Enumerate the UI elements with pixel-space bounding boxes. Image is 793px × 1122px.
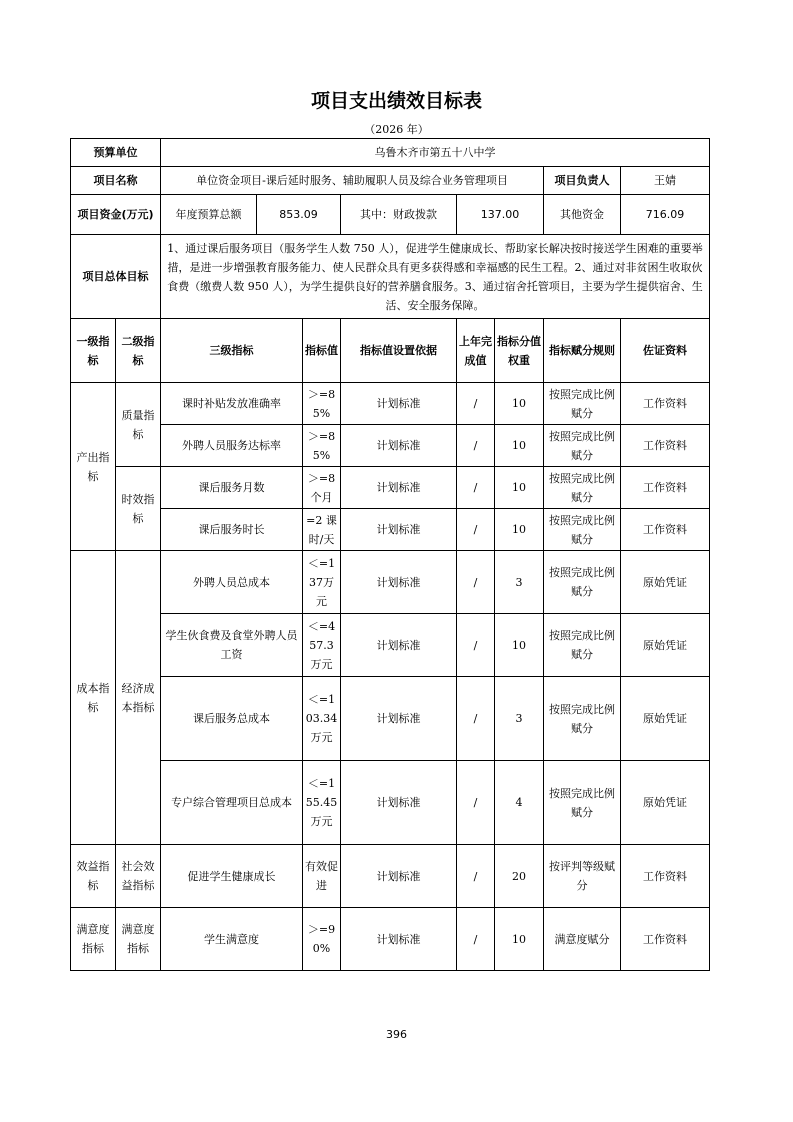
indicator-weight: 10 — [495, 425, 544, 467]
header-level2: 二级指标 — [116, 319, 161, 383]
table-row — [71, 677, 710, 761]
group-quality: 质量指标 — [116, 383, 161, 467]
table-row — [71, 551, 710, 614]
header-level1: 一级指标 — [71, 319, 116, 383]
project-leader-label: 项目负责人 — [544, 167, 621, 195]
indicator-value: ＞=8个月 — [303, 467, 341, 509]
budget-unit-row — [71, 139, 710, 167]
table-row — [71, 467, 710, 509]
funds-row — [71, 195, 710, 235]
year-label: （2026 年） — [364, 123, 429, 136]
indicator-evidence: 原始凭证 — [621, 614, 710, 677]
indicator-weight: 4 — [495, 761, 544, 845]
indicator-last-year: / — [457, 677, 495, 761]
funds-label: 项目资金(万元) — [71, 195, 161, 235]
indicator-name: 课后服务月数 — [161, 467, 303, 509]
indicator-last-year: / — [457, 908, 495, 971]
indicator-last-year: / — [457, 551, 495, 614]
indicator-rule: 按照完成比例赋分 — [544, 425, 621, 467]
indicator-evidence: 原始凭证 — [621, 551, 710, 614]
indicator-evidence: 工作资料 — [621, 467, 710, 509]
indicator-value: ＜=137万元 — [303, 551, 341, 614]
indicator-name: 外聘人员服务达标率 — [161, 425, 303, 467]
indicator-name: 专户综合管理项目总成本 — [161, 761, 303, 845]
indicator-rule: 按照完成比例赋分 — [544, 677, 621, 761]
indicator-basis: 计划标准 — [341, 509, 457, 551]
indicator-evidence: 工作资料 — [621, 908, 710, 971]
indicator-basis: 计划标准 — [341, 761, 457, 845]
indicator-weight: 10 — [495, 509, 544, 551]
indicator-last-year: / — [457, 761, 495, 845]
group-satisfaction: 满意度指标 — [71, 908, 116, 971]
project-name-value: 单位资金项目-课后延时服务、辅助履职人员及综合业务管理项目 — [161, 167, 544, 195]
indicator-name: 促进学生健康成长 — [161, 845, 303, 908]
header-value: 指标值 — [303, 319, 341, 383]
budget-unit-label: 预算单位 — [71, 139, 161, 167]
header-weight: 指标分值权重 — [495, 319, 544, 383]
indicator-name: 课后服务时长 — [161, 509, 303, 551]
table-row — [71, 845, 710, 908]
indicator-last-year: / — [457, 845, 495, 908]
page-number: 396 — [386, 1028, 407, 1041]
indicator-value: =2 课时/天 — [303, 509, 341, 551]
table-row — [71, 425, 710, 467]
header-basis: 指标值设置依据 — [341, 319, 457, 383]
indicator-basis: 计划标准 — [341, 551, 457, 614]
indicator-basis: 计划标准 — [341, 425, 457, 467]
indicator-value: ＜=457.3 万元 — [303, 614, 341, 677]
indicator-evidence: 工作资料 — [621, 509, 710, 551]
group-timeliness: 时效指标 — [116, 467, 161, 551]
project-name-label: 项目名称 — [71, 167, 161, 195]
indicator-basis: 计划标准 — [341, 614, 457, 677]
indicator-last-year: / — [457, 425, 495, 467]
indicator-value: ＞=85% — [303, 383, 341, 425]
indicator-value: ＞=85% — [303, 425, 341, 467]
overall-goal-text: 1、通过课后服务项目（服务学生人数 750 人），促进学生健康成长、帮助家长解决按时接送学生困难的重要举措，是进一步增强教育服务能力、使人民群众具有更多获得感和幸福感的民生工程。2、通过对非贫困生收取伙食费（缴费人数 950 人），为学生提供良好的营养膳食服务。3、通过宿舍托管项目，主要为学生提供宿舍、生活、安全服务保障。 — [161, 235, 710, 319]
other-funds-label: 其他资金 — [544, 195, 621, 235]
header-row — [71, 319, 710, 383]
other-funds-value: 716.09 — [621, 195, 710, 235]
indicator-name: 课时补贴发放准确率 — [161, 383, 303, 425]
indicator-rule: 按照完成比例赋分 — [544, 761, 621, 845]
indicator-weight: 20 — [495, 845, 544, 908]
indicator-rule: 按照完成比例赋分 — [544, 383, 621, 425]
indicator-value: ＞=90% — [303, 908, 341, 971]
indicator-rule: 按照完成比例赋分 — [544, 509, 621, 551]
group-satisfaction-sub: 满意度指标 — [116, 908, 161, 971]
indicator-weight: 10 — [495, 908, 544, 971]
indicator-rule: 按评判等级赋分 — [544, 845, 621, 908]
indicator-evidence: 工作资料 — [621, 425, 710, 467]
group-output: 产出指标 — [71, 383, 116, 551]
indicator-rule: 按照完成比例赋分 — [544, 551, 621, 614]
overall-goal-row — [71, 235, 710, 319]
indicator-weight: 3 — [495, 677, 544, 761]
indicator-name: 学生满意度 — [161, 908, 303, 971]
table-row — [71, 509, 710, 551]
indicator-last-year: / — [457, 509, 495, 551]
table-row — [71, 383, 710, 425]
indicator-last-year: / — [457, 383, 495, 425]
indicator-weight: 3 — [495, 551, 544, 614]
table-row — [71, 614, 710, 677]
table-row — [71, 908, 710, 971]
indicator-evidence: 工作资料 — [621, 845, 710, 908]
indicator-name: 外聘人员总成本 — [161, 551, 303, 614]
fiscal-value: 137.00 — [457, 195, 544, 235]
indicator-basis: 计划标准 — [341, 908, 457, 971]
indicator-rule: 按照完成比例赋分 — [544, 614, 621, 677]
indicator-weight: 10 — [495, 467, 544, 509]
indicator-weight: 10 — [495, 614, 544, 677]
indicator-basis: 计划标准 — [341, 383, 457, 425]
indicator-name: 学生伙食费及食堂外聘人员工资 — [161, 614, 303, 677]
indicator-value: ＜=155.45 万元 — [303, 761, 341, 845]
header-last-year: 上年完成值 — [457, 319, 495, 383]
annual-budget-label: 年度预算总额 — [161, 195, 257, 235]
project-leader-value: 王婧 — [621, 167, 710, 195]
indicator-basis: 计划标准 — [341, 677, 457, 761]
indicator-value: ＜=103.34 万元 — [303, 677, 341, 761]
fiscal-label: 其中：财政拨款 — [341, 195, 457, 235]
indicator-basis: 计划标准 — [341, 845, 457, 908]
performance-table — [70, 138, 710, 971]
indicator-last-year: / — [457, 614, 495, 677]
indicator-evidence: 原始凭证 — [621, 677, 710, 761]
project-name-row — [71, 167, 710, 195]
indicator-weight: 10 — [495, 383, 544, 425]
group-benefit: 效益指标 — [71, 845, 116, 908]
indicator-last-year: / — [457, 467, 495, 509]
header-level3: 三级指标 — [161, 319, 303, 383]
annual-budget-value: 853.09 — [257, 195, 341, 235]
overall-goal-label: 项目总体目标 — [71, 235, 161, 319]
header-evidence: 佐证资料 — [621, 319, 710, 383]
table-row — [71, 761, 710, 845]
indicator-value: 有效促进 — [303, 845, 341, 908]
group-economic: 经济成本指标 — [116, 551, 161, 845]
page-title: 项目支出绩效目标表 — [310, 90, 482, 112]
indicator-rule: 满意度赋分 — [544, 908, 621, 971]
group-cost: 成本指标 — [71, 551, 116, 845]
indicator-evidence: 原始凭证 — [621, 761, 710, 845]
indicator-basis: 计划标准 — [341, 467, 457, 509]
header-rule: 指标赋分规则 — [544, 319, 621, 383]
indicator-name: 课后服务总成本 — [161, 677, 303, 761]
indicator-evidence: 工作资料 — [621, 383, 710, 425]
indicator-rule: 按照完成比例赋分 — [544, 467, 621, 509]
budget-unit-value: 乌鲁木齐市第五十八中学 — [161, 139, 710, 167]
group-social: 社会效益指标 — [116, 845, 161, 908]
